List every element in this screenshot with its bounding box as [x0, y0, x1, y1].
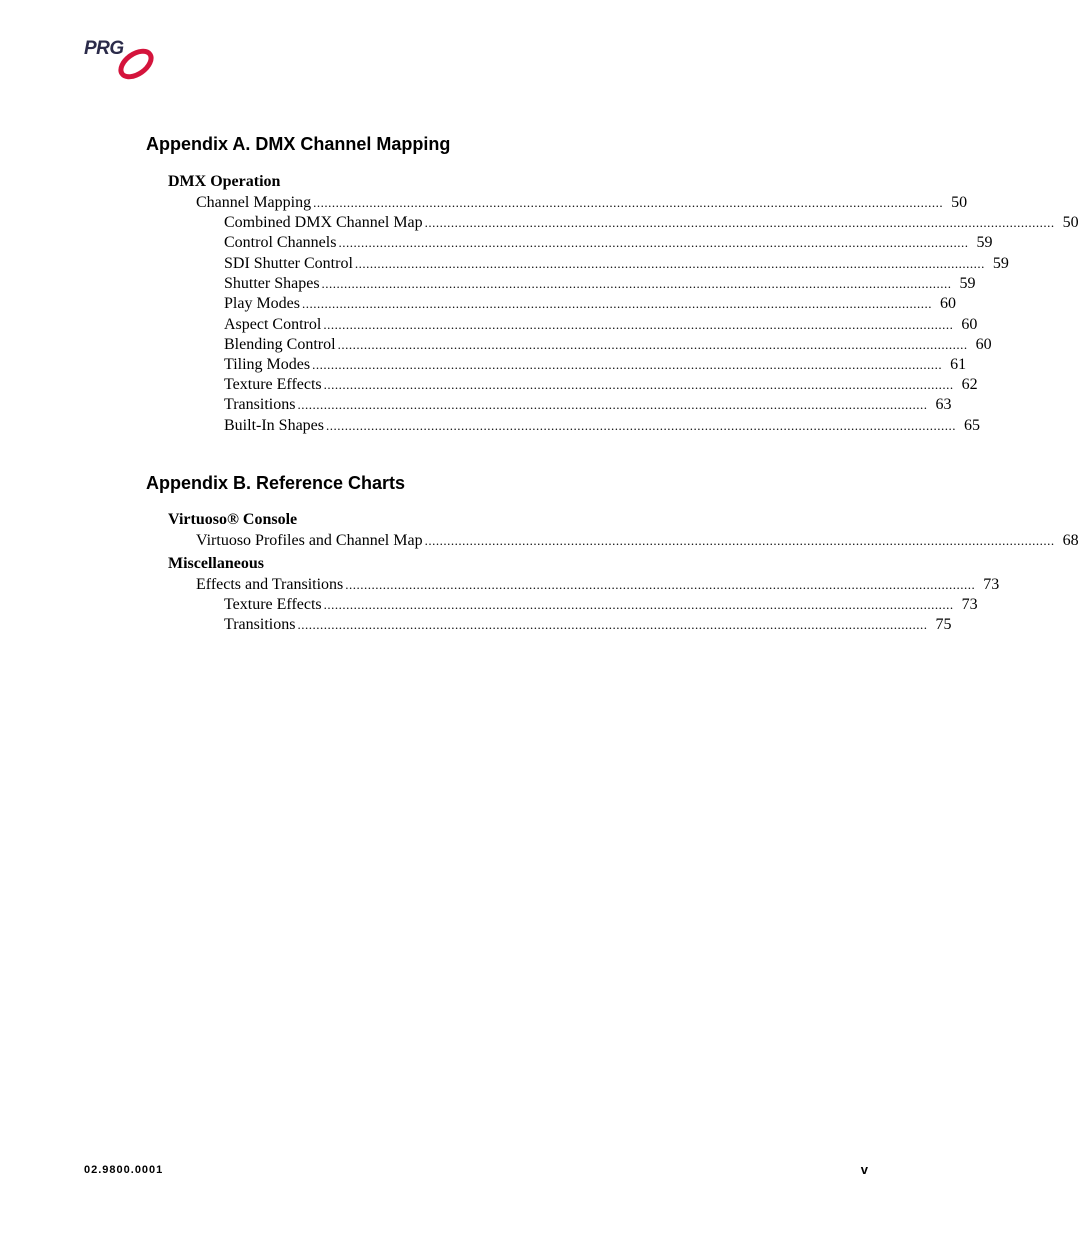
toc-leader-dots: ........................................................................................................................................................................: [323, 597, 954, 612]
toc-leader-dots: ........................................................................................................................................................................: [297, 617, 928, 632]
toc-leader-dots: ........................................................................................................................................................................: [323, 377, 954, 392]
toc-entry-label: Transitions: [224, 616, 296, 633]
toc-entry-blending-control[interactable]: [224, 335, 992, 355]
toc-entry-texture-effects[interactable]: [224, 375, 978, 395]
toc-leader-dots: ........................................................................................................................................................................: [424, 533, 1055, 548]
toc-entry-aspect-control[interactable]: [224, 315, 978, 335]
toc-page-number: 73: [983, 576, 1000, 593]
toc-entry-built-in-shapes[interactable]: [224, 416, 980, 436]
toc-entry-label: Transitions: [224, 396, 296, 413]
toc-page-number: 60: [940, 295, 956, 312]
toc-entry-label: Virtuoso Profiles and Channel Map: [196, 532, 423, 549]
toc-page-number: 59: [959, 275, 976, 292]
toc-entry-label: Texture Effects: [224, 376, 322, 393]
prg-logo: [84, 38, 158, 84]
toc-page-number: 61: [950, 356, 967, 373]
toc-entry-transitions[interactable]: [224, 395, 952, 415]
toc-entry-label: Channel Mapping: [196, 194, 312, 211]
toc-entry-label: Tiling Modes: [224, 356, 311, 373]
toc-entry-tiling-modes[interactable]: [224, 355, 967, 375]
toc-page-number: 50: [1062, 214, 1079, 231]
toc-leader-dots: ........................................................................................................................................................................: [323, 317, 954, 332]
toc-page-number: 63: [935, 396, 952, 413]
toc-page-number: 59: [976, 234, 993, 251]
toc-entry-play-modes[interactable]: [224, 294, 956, 314]
toc-page-number: 59: [992, 255, 1009, 272]
toc-page-number: 50: [951, 194, 968, 211]
toc-leader-dots: ........................................................................................................................................................................: [326, 418, 956, 433]
appendix-b-heading: Appendix B. Reference Charts: [146, 473, 406, 493]
toc-entry-label: Texture Effects: [224, 596, 322, 613]
toc-page-number: 60: [961, 316, 978, 333]
group-title-dmx-operation: DMX Operation: [168, 173, 281, 190]
prg-logo-icon: [114, 46, 158, 82]
toc-entry-effects-and-transitions[interactable]: [196, 575, 1000, 595]
toc-leader-dots: ........................................................................................................................................................................: [354, 256, 985, 271]
toc-leader-dots: ........................................................................................................................................................................: [345, 577, 976, 592]
toc-entry-sdi-shutter-control[interactable]: [224, 254, 1009, 274]
toc-leader-dots: ........................................................................................................................................................................: [312, 357, 943, 372]
toc-entry-channel-mapping[interactable]: [196, 193, 968, 213]
toc-entry-label: Effects and Transitions: [196, 576, 344, 593]
toc-entry-shutter-shapes[interactable]: [224, 274, 976, 294]
toc-entry-label: SDI Shutter Control: [224, 255, 353, 272]
toc-page-number: 62: [961, 376, 978, 393]
toc-leader-dots: ........................................................................................................................................................................: [297, 397, 928, 412]
toc-page-number: 68: [1062, 532, 1079, 549]
toc-entry-label: Built-In Shapes: [224, 417, 324, 434]
toc-page-number: 65: [964, 417, 980, 434]
toc-entry-combined-dmx-channel-map[interactable]: [224, 213, 1079, 233]
toc-entry-label: Combined DMX Channel Map: [224, 214, 423, 231]
toc-entry-transitions-b[interactable]: [224, 615, 952, 635]
toc-leader-dots: ........................................................................................................................................................................: [302, 296, 932, 311]
toc-entry-label: Control Channels: [224, 234, 337, 251]
toc-leader-dots: ........................................................................................................................................................................: [321, 276, 952, 291]
group-title-miscellaneous: Miscellaneous: [168, 555, 264, 572]
footer-page-number: v: [860, 1162, 868, 1177]
toc-leader-dots: ........................................................................................................................................................................: [313, 195, 944, 210]
toc-entry-texture-effects-b[interactable]: [224, 595, 978, 615]
toc-leader-dots: ........................................................................................................................................................................: [337, 337, 968, 352]
logo-text: PRG: [84, 38, 124, 59]
toc-leader-dots: ........................................................................................................................................................................: [338, 235, 969, 250]
toc-page-number: 75: [935, 616, 952, 633]
toc-entry-label: Play Modes: [224, 295, 300, 312]
group-title-virtuoso-console: Virtuoso® Console: [168, 511, 298, 528]
toc-entry-control-channels[interactable]: [224, 233, 993, 253]
toc-entry-label: Blending Control: [224, 336, 336, 353]
toc-entry-label: Shutter Shapes: [224, 275, 320, 292]
toc-entry-label: Aspect Control: [224, 316, 322, 333]
appendix-a-heading: Appendix A. DMX Channel Mapping: [146, 134, 451, 154]
toc-page-number: 60: [975, 336, 992, 353]
toc-entry-virtuoso-profiles[interactable]: [196, 531, 1079, 551]
toc-leader-dots: ........................................................................................................................................................................: [424, 215, 1055, 230]
footer-doc-number: 02.9800.0001: [84, 1164, 164, 1176]
toc-page-number: 73: [961, 596, 978, 613]
